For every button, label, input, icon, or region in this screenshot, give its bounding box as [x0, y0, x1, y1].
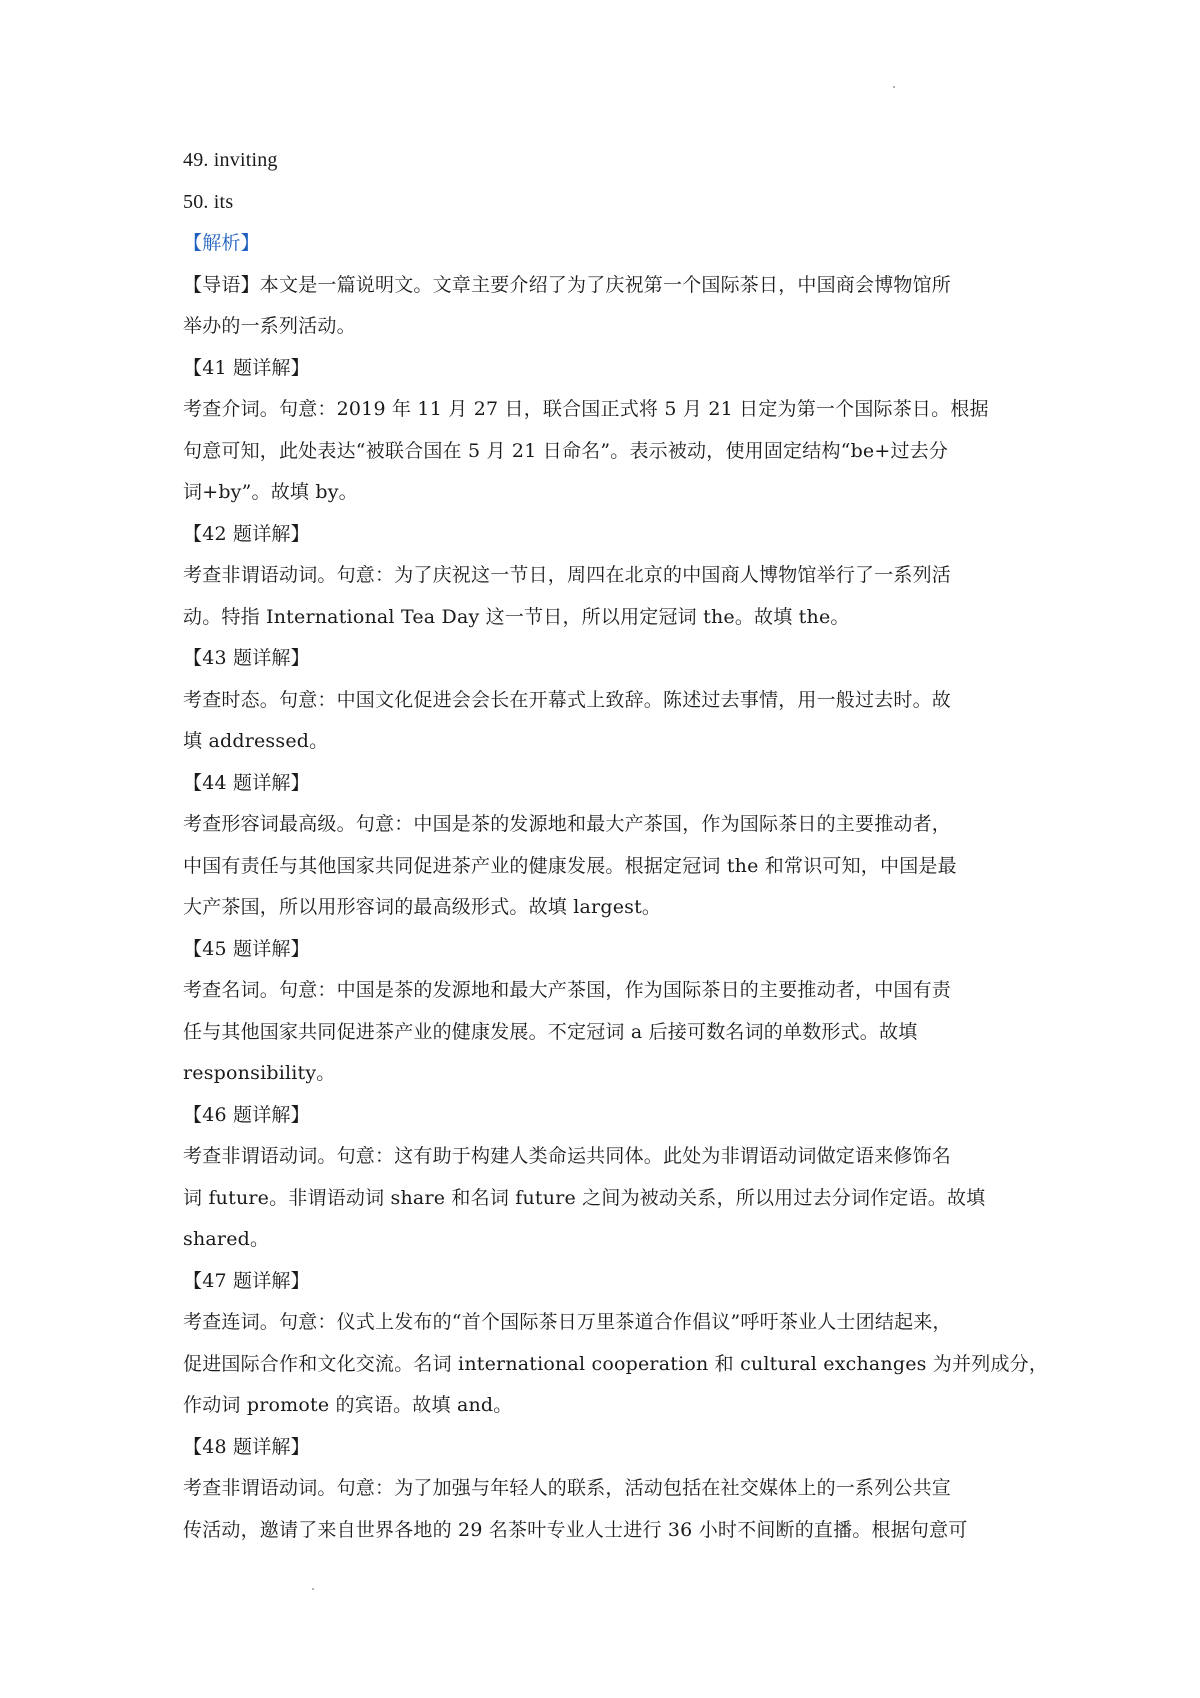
answer-49: 49. inviting [183, 149, 278, 171]
question-44-explanation: 考查形容词最高级。句意：中国是茶的发源地和最大产茶国，作为国际茶日的主要推动者， [183, 813, 952, 835]
question-44-explanation: 中国有责任与其他国家共同促进茶产业的健康发展。根据定冠词 the 和常识可知，中国是最 [183, 854, 957, 877]
question-46-explanation: shared。 [183, 1228, 270, 1250]
question-43-explanation: 填 addressed。 [183, 730, 329, 752]
question-46-explanation: 考查非谓语动词。句意：这有助于构建人类命运共同体。此处为非谓语动词做定语来修饰名 [183, 1145, 952, 1167]
question-47-explanation: 促进国际合作和文化交流。名词 international cooperation 和 cultural exchanges 为并列成分， [183, 1352, 1049, 1375]
question-42-explanation: 动。特指 International Tea Day 这一节日，所以用定冠词 the。故填 the。 [183, 605, 850, 628]
document-body [183, 140, 1049, 1551]
question-45-heading: 【45 题详解】 [183, 937, 310, 960]
question-47-explanation: 考查连词。句意：仪式上发布的“首个国际茶日万里茶道合作倡议”呼吁茶业人士团结起来， [183, 1311, 952, 1333]
question-45-explanation: 考查名词。句意：中国是茶的发源地和最大产茶国，作为国际茶日的主要推动者，中国有责 [183, 979, 952, 1001]
question-45-explanation: 任与其他国家共同促进茶产业的健康发展。不定冠词 a 后接可数名词的单数形式。故填 [183, 1020, 918, 1043]
question-48-explanation: 传活动，邀请了来自世界各地的 29 名茶叶专业人士进行 36 小时不间断的直播。根据句意可 [183, 1518, 968, 1541]
question-42-heading: 【42 题详解】 [183, 522, 310, 545]
question-47-heading: 【47 题详解】 [183, 1269, 310, 1292]
question-41-explanation: 句意可知，此处表达“被联合国在 5 月 21 日命名”。表示被动，使用固定结构“be+过去分 [183, 439, 949, 462]
question-42-explanation: 考查非谓语动词。句意：为了庆祝这一节日，周四在北京的中国商人博物馆举行了一系列活 [183, 564, 952, 586]
scan-dot-top [893, 86, 895, 88]
question-47-explanation: 作动词 promote 的宾语。故填 and。 [183, 1394, 513, 1416]
question-43-heading: 【43 题详解】 [183, 647, 310, 669]
question-43-explanation: 考查时态。句意：中国文化促进会会长在开幕式上致辞。陈述过去事情，用一般过去时。故 [183, 688, 952, 711]
intro-line: 举办的一系列活动。 [183, 315, 356, 337]
scan-dot-bottom [312, 1588, 314, 1590]
question-48-explanation: 考查非谓语动词。句意：为了加强与年轻人的联系，活动包括在社交媒体上的一系列公共宣 [183, 1477, 952, 1499]
question-46-heading: 【46 题详解】 [183, 1103, 310, 1126]
question-44-explanation: 大产茶国，所以用形容词的最高级形式。故填 largest。 [183, 896, 662, 918]
question-45-explanation: responsibility。 [183, 1062, 336, 1084]
question-41-heading: 【41 题详解】 [183, 356, 310, 379]
question-41-explanation: 词+by”。故填 by。 [183, 481, 358, 503]
question-44-heading: 【44 题详解】 [183, 771, 310, 794]
analysis-heading: 【解析】 [183, 232, 260, 254]
question-46-explanation: 词 future。非谓语动词 share 和名词 future 之间为被动关系，所以用过去分词作定语。故填 [183, 1186, 986, 1209]
intro-line: 【导语】本文是一篇说明文。文章主要介绍了为了庆祝第一个国际茶日，中国商会博物馆所 [183, 273, 952, 296]
question-41-explanation: 考查介词。句意：2019 年 11 月 27 日，联合国正式将 5 月 21 日定为第一个国际茶日。根据 [183, 398, 989, 420]
answer-50: 50. its [183, 190, 234, 213]
question-48-heading: 【48 题详解】 [183, 1435, 310, 1458]
